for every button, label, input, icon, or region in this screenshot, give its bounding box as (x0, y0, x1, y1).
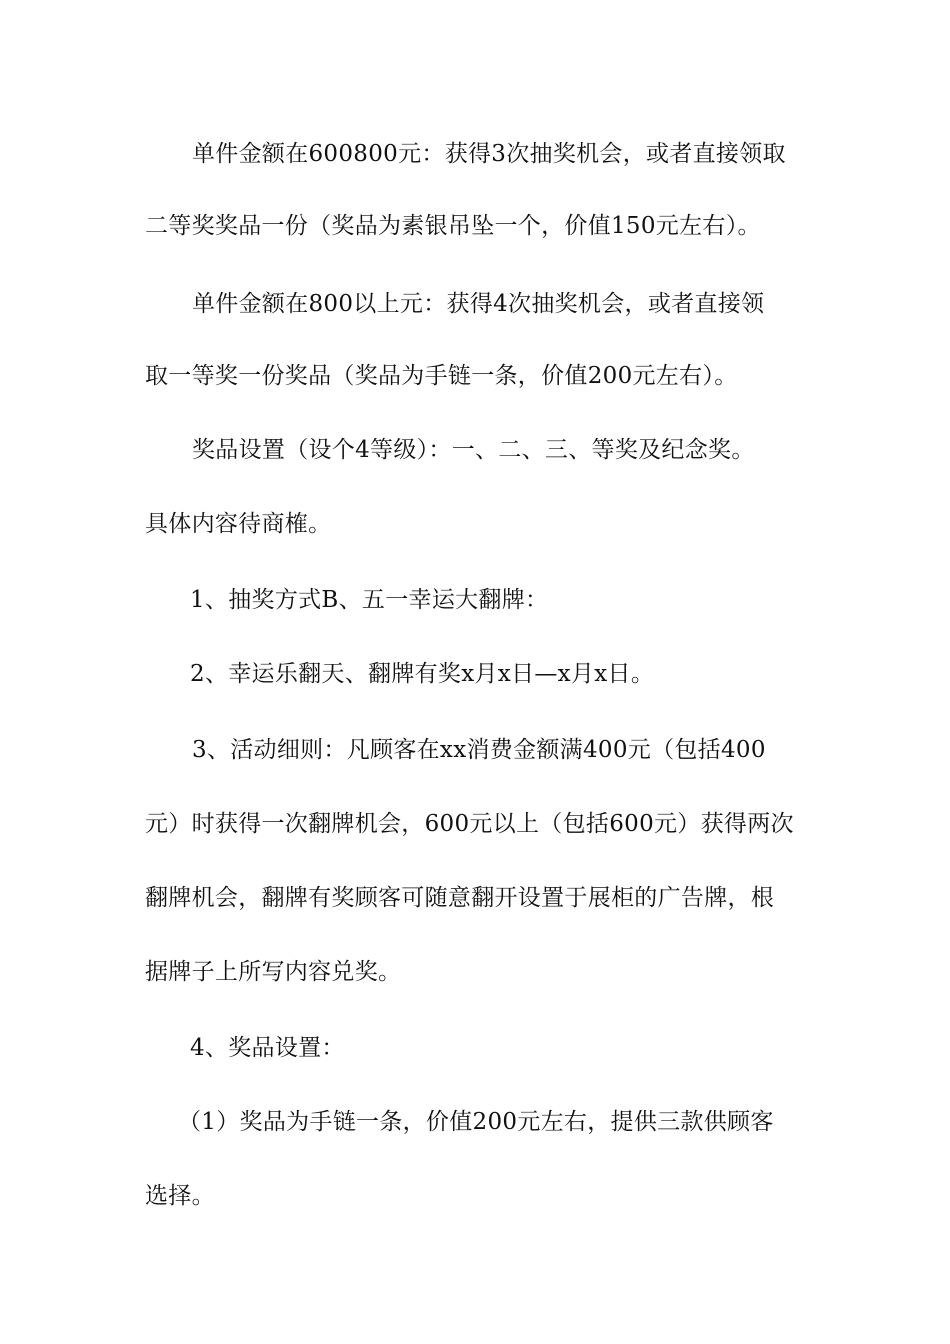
list-item: （1）奖品为手链一条，价值200元左右，提供三款供顾客 (178, 1109, 774, 1135)
paragraph-line: 据牌子上所写内容兑奖。 (145, 959, 402, 985)
paragraph-line: 单件金额在600800元：获得3次抽奖机会，或者直接领取 (192, 141, 786, 167)
paragraph-line: 具体内容待商榷。 (145, 511, 332, 537)
list-item: 3、活动细则：凡顾客在xx消费金额满400元（包括400 (192, 737, 766, 763)
paragraph-line: 单件金额在800以上元：获得4次抽奖机会，或者直接领 (192, 291, 765, 317)
list-item: 1、抽奖方式B、五一幸运大翻牌： (190, 587, 549, 613)
paragraph-line: 选择。 (145, 1183, 215, 1209)
paragraph-line: 取一等奖一份奖品（奖品为手链一条，价值200元左右）。 (145, 363, 738, 389)
paragraph-line: 元）时获得一次翻牌机会，600元以上（包括600元）获得两次 (145, 811, 794, 837)
paragraph-line: 二等奖奖品一份（奖品为素银吊坠一个，价值150元左右）。 (145, 213, 761, 239)
paragraph-line: 翻牌机会，翻牌有奖顾客可随意翻开设置于展柜的广告牌，根 (145, 885, 775, 911)
list-item: 2、幸运乐翻天、翻牌有奖x月x日—x月x日。 (190, 661, 655, 687)
list-item: 4、奖品设置： (190, 1035, 345, 1061)
paragraph-line: 奖品设置（设个4等级）：一、二、三、等奖及纪念奖。 (192, 437, 755, 463)
